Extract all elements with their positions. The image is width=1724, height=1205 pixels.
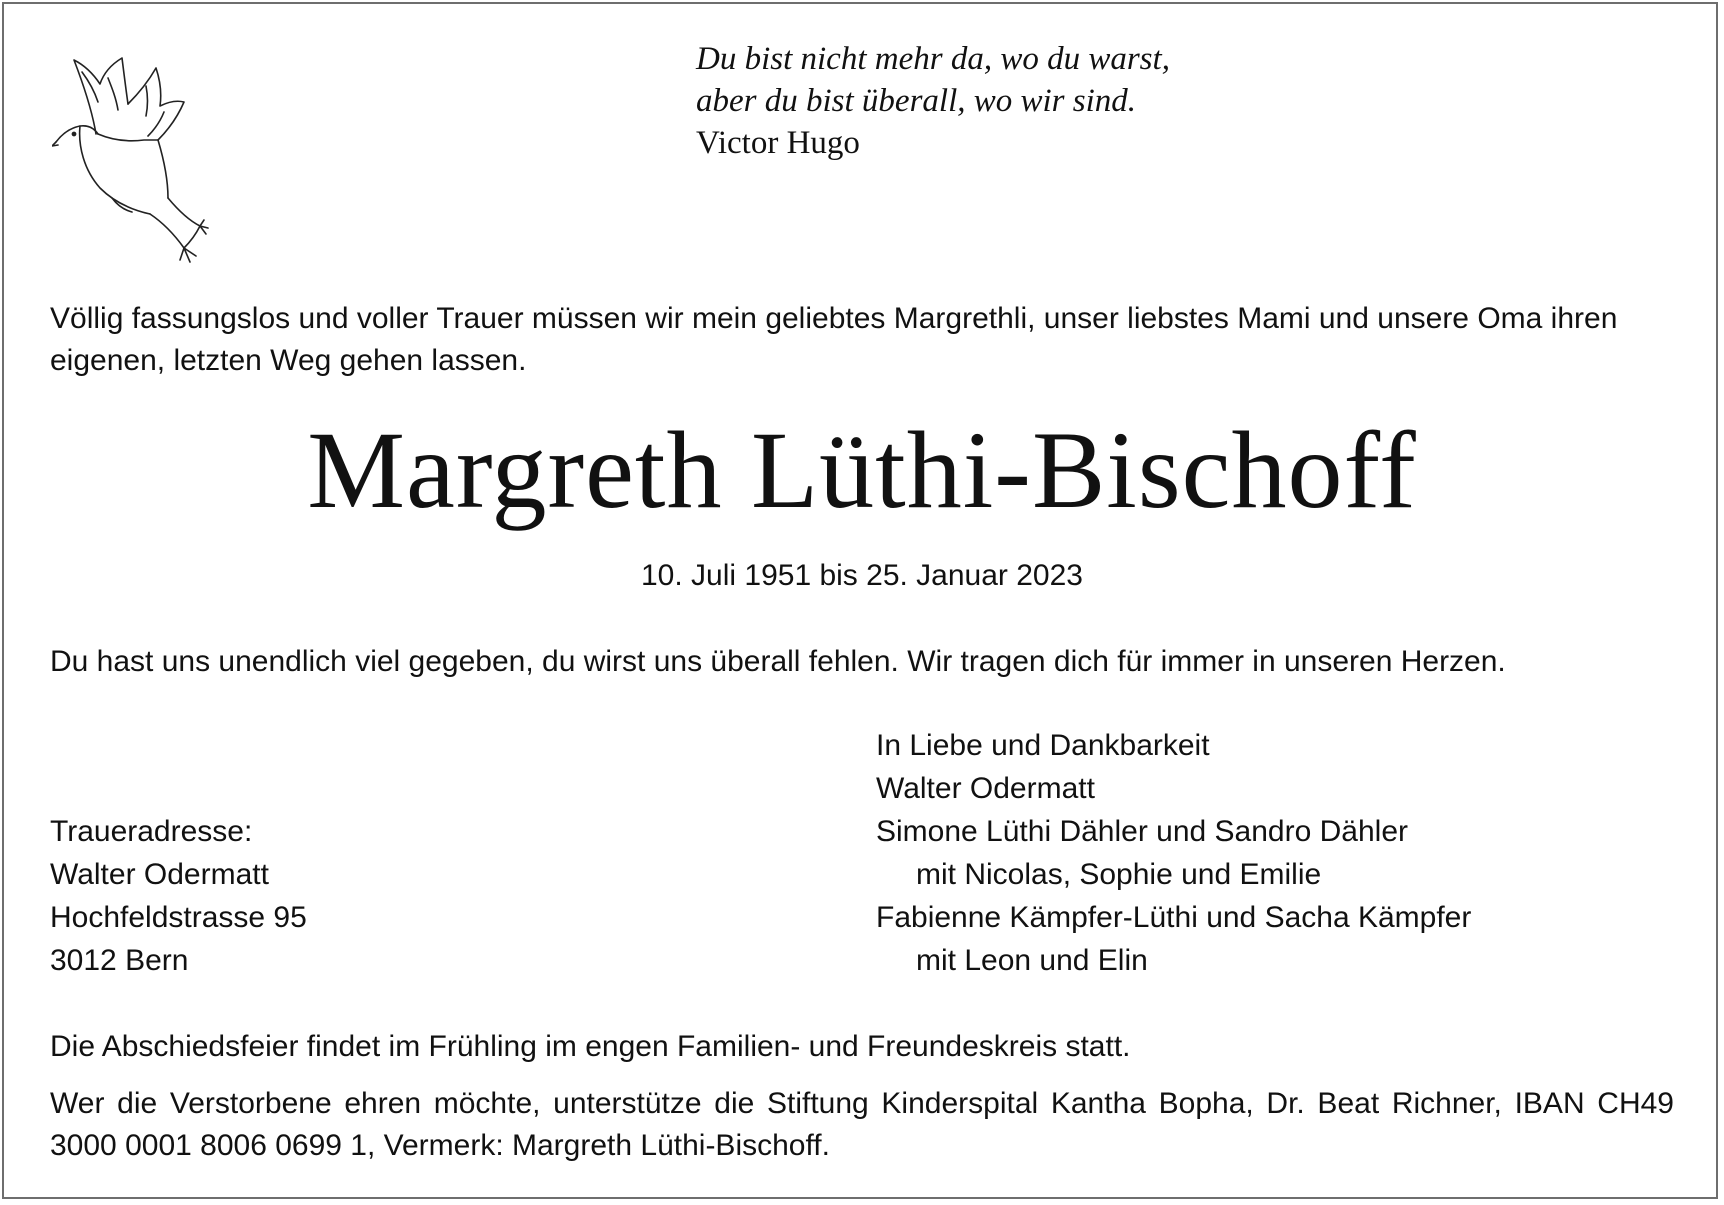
mourners-heading: In Liebe und Dankbarkeit (876, 729, 1210, 762)
address-label: Traueradresse: (50, 815, 253, 848)
message-text: Du hast uns unendlich viel gegeben, du wirst uns überall fehlen. Wir tragen dich für immer in unseren Herzen. (50, 645, 1506, 678)
deceased-name: Margreth Lüthi-Bischoff (307, 409, 1417, 531)
mourner-line: mit Nicolas, Sophie und Emilie (916, 858, 1322, 891)
address-city: 3012 Bern (50, 944, 189, 977)
mourner-line: Simone Lüthi Dähler und Sandro Dähler (876, 815, 1408, 848)
intro-text: Völlig fassungslos und voller Trauer müssen wir mein geliebtes Margrethli, unser liebstes Mami und unsere Oma ihren eigenen, letzten Weg gehen lassen. (50, 302, 1618, 377)
address-name: Walter Odermatt (50, 858, 269, 891)
quote-line-2: aber du bist überall, wo wir sind. (696, 83, 1137, 119)
donation-text: Wer die Verstorbene ehren möchte, unterstütze die Stiftung Kinderspital Kantha Bopha, Dr. Beat Richner, IBAN CH49 3000 0001 8006 0699 1, Vermerk: Margreth Lüthi-Bischoff. (50, 1087, 1674, 1162)
mourning-address (50, 810, 307, 982)
address-street: Hochfeldstrasse 95 (50, 901, 307, 934)
quote-author: Victor Hugo (696, 125, 860, 161)
quote-block (696, 38, 1170, 164)
life-dates: 10. Juli 1951 bis 25. Januar 2023 (641, 559, 1083, 592)
dove-icon (52, 50, 222, 270)
mourner-line: Walter Odermatt (876, 772, 1095, 805)
mourner-line: Fabienne Kämpfer-Lüthi und Sacha Kämpfer (876, 901, 1472, 934)
notice-frame (2, 2, 1718, 1199)
mourner-line: mit Leon und Elin (916, 944, 1148, 977)
quote-line-1: Du bist nicht mehr da, wo du warst, (696, 41, 1170, 77)
mourners-list (876, 724, 1471, 982)
farewell-text: Die Abschiedsfeier findet im Frühling im engen Familien- und Freundeskreis statt. (50, 1030, 1131, 1063)
